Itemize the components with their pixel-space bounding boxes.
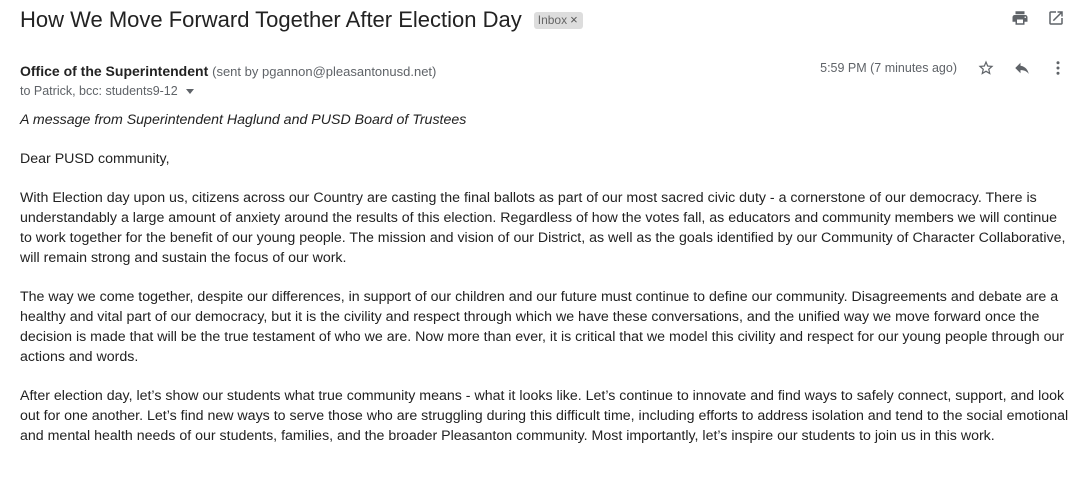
reply-icon[interactable]: [1013, 59, 1031, 77]
message-actions: [977, 59, 1067, 77]
email-subject-row: [20, 6, 583, 34]
body-paragraph-2: The way we come together, despite our differences, in support of our children and our future must continue to define our community. Disagreements and debate are a healthy and vital part of our democracy, but it is the civility and respect through which we have these conversations, and the unified way we move forward once the decision is made that will be the true testament of who we are. Now more than ever, it is critical that we model this civility and respect for our young people through our actions and words.: [20, 289, 1065, 365]
remove-label-button[interactable]: ×: [570, 12, 578, 27]
body-paragraph-3: After election day, let’s show our students what true community means - what it looks like. Let’s continue to innovate and find ways to safely connect, support, and look out for one another. Let’s find new ways to serve those who are struggling during this difficult time, including efforts to address isolation and tend to the social emotional and mental health needs of our students, families, and the broader Pleasanton community. Most importantly, let’s inspire our students to join us in this work.: [20, 388, 1069, 444]
sender-line: [20, 63, 436, 79]
sender-via: (sent by pgannon@pleasantonusd.net): [212, 64, 437, 79]
caret-down-icon[interactable]: [186, 89, 194, 94]
timestamp: 5:59 PM (7 minutes ago): [820, 61, 957, 75]
inbox-label-chip: [534, 12, 583, 29]
print-icon[interactable]: [1011, 9, 1029, 27]
body-paragraph-1: With Election day upon us, citizens across our Country are casting the final ballots as part of our most sacred civic duty - a cornerstone of our democracy. There is understandably a large amount of anxiety around the results of this election. Regardless of how the votes fall, as educators and community members we will continue to work together for the benefit of our young people. The mission and vision of our District, as well as the goals identified by our Community of Character Collaborative, will remain strong and sustain the focus of our work.: [20, 190, 1066, 266]
more-vertical-icon[interactable]: [1049, 59, 1067, 77]
star-icon[interactable]: [977, 59, 995, 77]
greeting: Dear PUSD community,: [20, 151, 170, 167]
email-body: [20, 110, 1072, 465]
intro-line: A message from Superintendent Haglund and PUSD Board of Trustees: [20, 112, 467, 128]
message-meta: [820, 59, 1067, 77]
label-text: Inbox: [537, 12, 568, 27]
sender-name[interactable]: Office of the Superintendent: [20, 63, 209, 79]
thread-actions: [1011, 9, 1065, 27]
recipients-text: to Patrick, bcc: students9-12: [20, 84, 178, 98]
open-in-new-window-icon[interactable]: [1047, 9, 1065, 27]
email-subject: How We Move Forward Together After Election Day: [20, 7, 522, 32]
recipients-line: [20, 84, 194, 98]
